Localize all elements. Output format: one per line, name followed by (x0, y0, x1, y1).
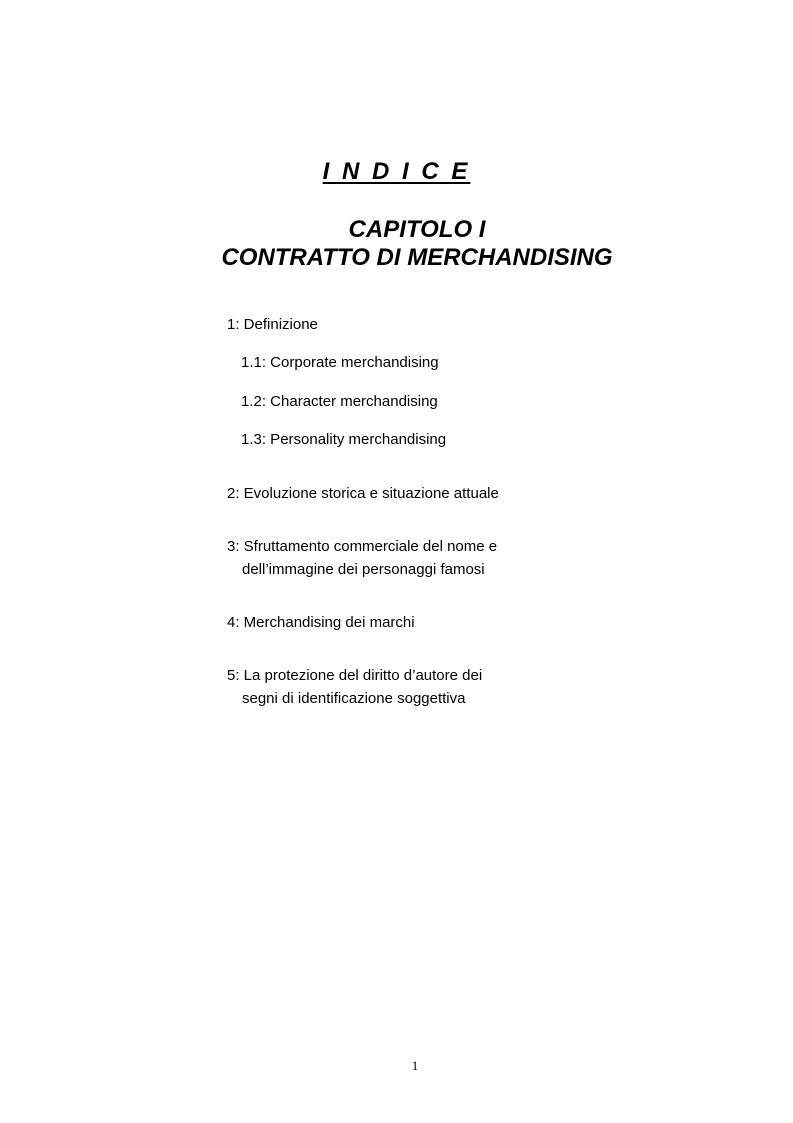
toc-entry-3-text: 3: Sfruttamento commerciale del nome e (227, 538, 498, 555)
toc-entry-1-2: 1.2: Character merchandising (241, 393, 438, 410)
toc-entry-1-1: 1.1: Corporate merchandising (241, 354, 439, 371)
toc-entry-1: 1: Definizione (227, 316, 318, 333)
toc-entry-3-continuation: dell’immagine dei personaggi famosi (242, 561, 485, 578)
toc-entry-4: 4: Merchandising dei marchi (227, 614, 415, 631)
chapter-title: CONTRATTO DI MERCHANDISING (221, 244, 613, 271)
toc-entry-5-text: 5: La protezione del diritto d’autore dei (227, 667, 483, 684)
page-number: 1 (411, 1058, 419, 1073)
toc-entry-2: 2: Evoluzione storica e situazione attuale (227, 485, 499, 502)
index-title: I N D I C E (322, 158, 471, 185)
toc-entry-1-3: 1.3: Personality merchandising (241, 431, 447, 448)
chapter-number: CAPITOLO I (348, 216, 486, 243)
toc-entry-3 (227, 535, 497, 581)
toc-entry-5-continuation: segni di identificazione soggettiva (242, 690, 466, 707)
chapter-heading (0, 216, 793, 272)
toc-entry-5 (227, 664, 482, 710)
